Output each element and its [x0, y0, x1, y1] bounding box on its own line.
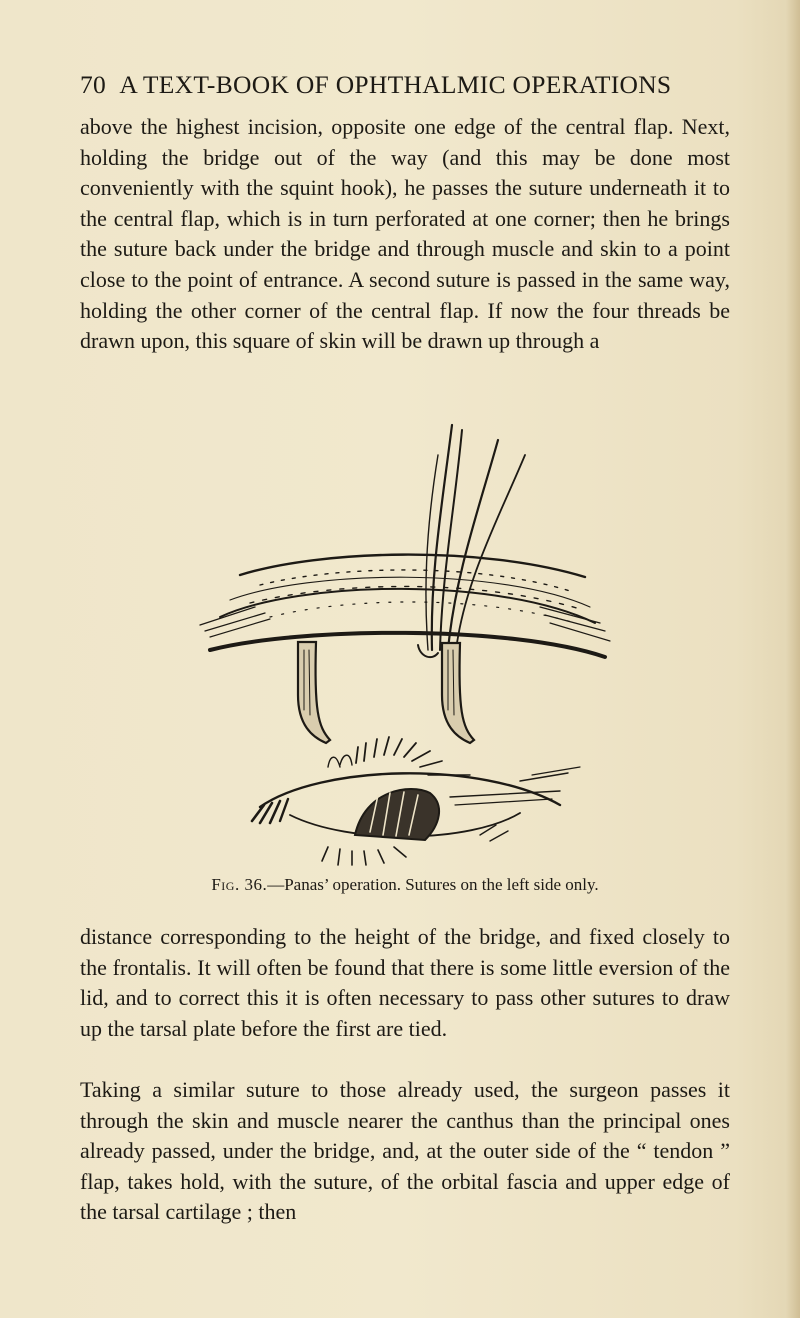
paragraph-bottom-1: distance corresponding to the height of the bridge, and fixed closely to the frontalis. It will often be found that there is some little eversion of the lid, and to correct this it is often necessary to pass other sutures to draw up the tarsal plate before the first are tied. — [80, 924, 730, 1041]
panas-operation-drawing — [180, 395, 620, 870]
suture-thread — [440, 430, 462, 650]
figure-label: Fig. 36. — [211, 875, 268, 894]
paragraph-top: above the highest incision, opposite one edge of the central flap. Next, holding the bridge out of the way (and this may be done most conveniently with the squint hook), he passes the suture underneath it to the central flap, which is in turn perforated at one corner; then he brings the suture back under the bridge and through muscle and skin to a point close to the point of entrance. A second suture is passed in the same way, holding the other corner of the central flap. If now the four threads be drawn upon, this square of skin will be drawn up through a — [80, 114, 730, 354]
hook-right — [442, 643, 474, 743]
paragraph-bottom-2: Taking a similar suture to those already used, the surgeon passes it through the skin and muscle nearer the canthus than the principal ones already passed, under the bridge, and, at the outer side of the “ tendon ” flap, takes hold, with the suture, of the orbital fascia and upper edge of the tarsal cartilage ; then — [80, 1077, 730, 1225]
figure-caption-text: —Panas’ operation. Sutures on the left side only. — [267, 875, 599, 894]
figure-illustration — [180, 395, 620, 870]
bridge-lower-edge — [210, 633, 605, 657]
suture-thread — [448, 440, 498, 650]
hook-left — [298, 642, 330, 743]
page-edge-shadow — [786, 0, 800, 1318]
running-header — [80, 70, 730, 100]
page-number: 70 — [80, 70, 107, 99]
skin-bridge-arc — [240, 555, 585, 577]
running-title: A TEXT-BOOK OF OPHTHALMIC OPERATIONS — [119, 70, 672, 99]
figure-caption — [80, 875, 730, 895]
